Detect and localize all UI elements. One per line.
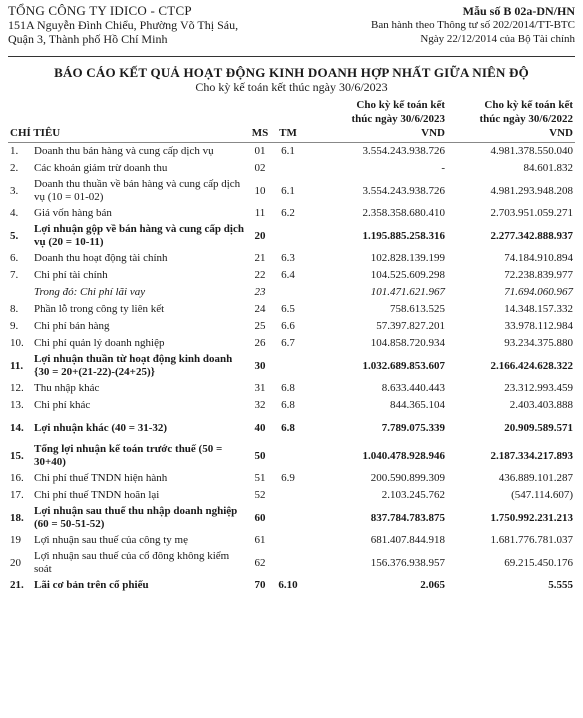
row-value-2023: 200.590.899.309 bbox=[370, 472, 446, 484]
row-value-2022: 33.978.112.984 bbox=[504, 320, 574, 332]
row-value-2023: 844.365.104 bbox=[390, 399, 446, 411]
row-ms: 23 bbox=[254, 286, 266, 298]
row-value-2022: 1.750.992.231.213 bbox=[490, 511, 574, 524]
row-value-2022: 5.555 bbox=[548, 579, 574, 591]
row-tm bbox=[274, 222, 302, 250]
table-row bbox=[8, 301, 575, 318]
row-ms: 50 bbox=[254, 449, 266, 462]
row-value-2022: 14.348.157.332 bbox=[504, 303, 574, 315]
row-value-2022: 71.694.060.967 bbox=[504, 286, 574, 298]
row-value-2022: 2.187.334.217.893 bbox=[490, 449, 574, 462]
row-item: Lợi nhuận sau thuế của cổ đông không kiểm soát bbox=[34, 550, 230, 575]
row-value-2023: 1.195.885.258.316 bbox=[362, 229, 446, 242]
row-item: Doanh thu bán hàng và cung cấp dịch vụ bbox=[32, 143, 246, 161]
row-tm: 6.6 bbox=[281, 320, 295, 332]
row-value-2023: 1.032.689.853.607 bbox=[362, 359, 446, 372]
row-ms: 25 bbox=[254, 320, 266, 332]
row-tm: 6.8 bbox=[281, 382, 295, 394]
row-ms: 30 bbox=[254, 359, 266, 372]
row-value-2023: 1.040.478.928.946 bbox=[362, 449, 446, 462]
row-tm bbox=[274, 532, 302, 549]
row-number: 16. bbox=[10, 472, 24, 484]
row-value-2022: 2.166.424.628.322 bbox=[490, 359, 574, 372]
row-number bbox=[8, 284, 32, 301]
row-number: 4. bbox=[10, 207, 19, 219]
row-number: 17. bbox=[10, 489, 24, 501]
row-item: Chi phí quản lý doanh nghiệp bbox=[34, 337, 165, 349]
row-tm bbox=[274, 352, 302, 380]
row-ms: 26 bbox=[254, 337, 266, 349]
row-tm bbox=[274, 442, 302, 470]
row-tm bbox=[274, 487, 302, 504]
row-tm: 6.1 bbox=[274, 143, 302, 161]
row-ms: 20 bbox=[254, 229, 266, 242]
row-tm: 6.8 bbox=[281, 421, 295, 434]
row-item: Tổng lợi nhuận kế toán trước thuế (50 = 30+40) bbox=[34, 443, 223, 468]
row-item: Lợi nhuận sau thuế thu nhập doanh nghiệp (60 = 50-51-52) bbox=[34, 505, 238, 530]
row-value-2022: 4.981.378.550.040 bbox=[447, 143, 575, 161]
row-value-2023: - bbox=[441, 162, 446, 174]
row-number: 18. bbox=[10, 511, 24, 524]
row-item: Doanh thu hoạt động tài chính bbox=[34, 252, 168, 264]
row-value-2022: 2.703.951.059.271 bbox=[490, 207, 574, 219]
row-number: 15. bbox=[10, 449, 24, 462]
col-header-2022-line1: Cho kỳ kế toán kết bbox=[484, 99, 574, 111]
row-ms: 22 bbox=[254, 269, 266, 281]
row-item: Chi phí khác bbox=[34, 399, 91, 411]
report-subtitle: Cho kỳ kế toán kết thúc ngày 30/6/2023 bbox=[195, 80, 388, 94]
row-ms: 70 bbox=[254, 579, 266, 591]
col-header-item: CHỈ TIÊU bbox=[10, 127, 61, 139]
row-tm bbox=[274, 504, 302, 532]
row-tm: 6.10 bbox=[278, 579, 298, 591]
row-tm: 6.4 bbox=[281, 269, 295, 281]
table-row bbox=[8, 177, 575, 205]
col-header-2023-unit: VND bbox=[421, 127, 446, 139]
col-header-2022-unit: VND bbox=[549, 127, 574, 139]
form-number: Mẫu số B 02a-DN/HN bbox=[462, 4, 575, 18]
row-number: 12. bbox=[10, 382, 24, 394]
table-row bbox=[8, 335, 575, 352]
row-value-2022: 20.909.589.571 bbox=[504, 421, 574, 434]
company-address-line2: Quận 3, Thành phố Hồ Chí Minh bbox=[8, 32, 168, 46]
row-value-2023: 681.407.844.918 bbox=[370, 534, 446, 546]
row-number: 14. bbox=[10, 421, 24, 434]
row-item: Lợi nhuận gộp về bán hàng và cung cấp dịch vụ (20 = 10-11) bbox=[34, 223, 244, 248]
row-value-2022: 4.981.293.948.208 bbox=[490, 184, 574, 197]
table-row bbox=[8, 532, 575, 549]
table-row bbox=[8, 397, 575, 414]
row-value-2023: 104.858.720.934 bbox=[370, 337, 446, 349]
row-value-2022: (547.114.607) bbox=[511, 489, 574, 501]
row-value-2023: 8.633.440.443 bbox=[381, 382, 446, 394]
row-ms: 24 bbox=[254, 303, 266, 315]
row-value-2022: 72.238.839.977 bbox=[504, 269, 574, 281]
table-row bbox=[8, 504, 575, 532]
row-ms: 02 bbox=[254, 162, 266, 174]
row-ms: 21 bbox=[254, 252, 266, 264]
table-row bbox=[8, 352, 575, 380]
table-row bbox=[8, 143, 575, 161]
row-number: 1. bbox=[8, 143, 32, 161]
row-ms: 52 bbox=[254, 489, 266, 501]
row-value-2023: 102.828.139.199 bbox=[370, 252, 446, 264]
row-ms: 40 bbox=[254, 421, 266, 434]
row-value-2022: 436.889.101.287 bbox=[498, 472, 574, 484]
row-tm: 6.3 bbox=[281, 252, 295, 264]
table-row bbox=[8, 160, 575, 177]
row-number: 11. bbox=[10, 359, 24, 372]
report-header bbox=[8, 4, 575, 46]
income-statement-table bbox=[8, 98, 575, 594]
row-ms: 11 bbox=[254, 207, 266, 219]
row-tm: 6.1 bbox=[281, 184, 295, 197]
row-ms: 01 bbox=[246, 143, 274, 161]
row-ms: 32 bbox=[254, 399, 266, 411]
row-item: Doanh thu thuần về bán hàng và cung cấp dịch vụ (10 = 01-02) bbox=[34, 178, 241, 203]
row-value-2023: 104.525.609.298 bbox=[370, 269, 446, 281]
col-header-2022-line2: thúc ngày 30/6/2022 bbox=[479, 113, 574, 125]
row-number: 6. bbox=[10, 252, 19, 264]
row-ms: 31 bbox=[254, 382, 266, 394]
row-number: 10. bbox=[10, 337, 24, 349]
row-value-2023: 3.554.243.938.726 bbox=[302, 143, 447, 161]
row-number: 8. bbox=[10, 303, 19, 315]
row-item: Chi phí thuế TNDN hoãn lại bbox=[34, 489, 160, 501]
row-number: 9. bbox=[10, 320, 19, 332]
row-value-2022: 84.601.832 bbox=[523, 162, 574, 174]
row-ms: 62 bbox=[254, 556, 266, 569]
row-value-2023: 3.554.243.938.726 bbox=[362, 184, 446, 197]
issued-line2: Ngày 22/12/2014 của Bộ Tài chính bbox=[420, 33, 575, 45]
row-ms: 61 bbox=[254, 534, 266, 546]
row-number: 3. bbox=[10, 184, 19, 197]
row-item: Lãi cơ bản trên cổ phiếu bbox=[34, 579, 149, 591]
row-value-2023: 837.784.783.875 bbox=[370, 511, 446, 524]
row-ms: 60 bbox=[254, 511, 266, 524]
col-header-period-2022 bbox=[447, 98, 575, 143]
col-header-period-2023 bbox=[302, 98, 447, 143]
header-divider bbox=[8, 56, 575, 57]
col-header-ms: MS bbox=[251, 127, 269, 139]
row-value-2023: 7.789.075.339 bbox=[381, 421, 446, 434]
table-row bbox=[8, 487, 575, 504]
row-item: Lợi nhuận khác (40 = 31-32) bbox=[34, 421, 168, 434]
table-row bbox=[8, 442, 575, 470]
col-header-2023-line2: thúc ngày 30/6/2023 bbox=[351, 113, 446, 125]
row-ms: 51 bbox=[254, 472, 266, 484]
row-value-2022: 23.312.993.459 bbox=[504, 382, 574, 394]
row-tm bbox=[274, 160, 302, 177]
row-value-2022: 2.277.342.888.937 bbox=[490, 229, 574, 242]
row-item: Chi phí bán hàng bbox=[34, 320, 110, 332]
row-item: Phần lỗ trong công ty liên kết bbox=[34, 303, 165, 315]
row-value-2022: 2.403.403.888 bbox=[509, 399, 574, 411]
row-ms: 10 bbox=[254, 184, 266, 197]
company-address-line1: 151A Nguyễn Đình Chiểu, Phường Võ Thị Sáu, bbox=[8, 18, 239, 32]
row-item: Chi phí thuế TNDN hiện hành bbox=[34, 472, 168, 484]
report-title: BÁO CÁO KẾT QUẢ HOẠT ĐỘNG KINH DOANH HỢP NHẤT GIỮA NIÊN ĐỘ bbox=[54, 65, 529, 80]
row-tm bbox=[274, 284, 302, 301]
row-item: Trong đó: Chi phí lãi vay bbox=[34, 286, 146, 298]
col-header-2023-line1: Cho kỳ kế toán kết bbox=[356, 99, 446, 111]
table-header-row bbox=[8, 98, 575, 143]
table-row bbox=[8, 267, 575, 284]
row-value-2023: 758.613.525 bbox=[390, 303, 446, 315]
row-tm bbox=[274, 549, 302, 577]
row-value-2023: 2.103.245.762 bbox=[381, 489, 446, 501]
table-row bbox=[8, 284, 575, 301]
row-item: Thu nhập khác bbox=[34, 382, 100, 394]
row-value-2023: 2.358.358.680.410 bbox=[362, 207, 446, 219]
form-block bbox=[371, 4, 575, 46]
row-value-2022: 69.215.450.176 bbox=[504, 556, 574, 569]
row-number: 13. bbox=[10, 399, 24, 411]
row-tm: 6.8 bbox=[281, 399, 295, 411]
row-item: Lợi nhuận thuần từ hoạt động kinh doanh {30 = 20+(21-22)-(24+25)} bbox=[34, 353, 233, 378]
row-item: Chi phí tài chính bbox=[34, 269, 108, 281]
row-value-2023: 2.065 bbox=[420, 579, 446, 591]
row-number: 5. bbox=[10, 229, 19, 242]
row-value-2023: 101.471.621.967 bbox=[370, 286, 446, 298]
company-name: TỔNG CÔNG TY IDICO - CTCP bbox=[8, 3, 192, 18]
row-number: 21. bbox=[10, 579, 24, 591]
row-item: Các khoản giảm trừ doanh thu bbox=[34, 162, 168, 174]
row-value-2023: 156.376.938.957 bbox=[370, 556, 446, 569]
table-row bbox=[8, 205, 575, 222]
table-row bbox=[8, 380, 575, 397]
row-tm: 6.5 bbox=[281, 303, 295, 315]
table-row bbox=[8, 222, 575, 250]
row-number: 20 bbox=[10, 556, 21, 569]
table-row bbox=[8, 577, 575, 594]
row-tm: 6.9 bbox=[281, 472, 295, 484]
row-value-2023: 57.397.827.201 bbox=[376, 320, 446, 332]
table-row bbox=[8, 549, 575, 577]
row-tm: 6.2 bbox=[281, 207, 295, 219]
row-number: 2. bbox=[10, 162, 19, 174]
row-value-2022: 93.234.375.880 bbox=[504, 337, 574, 349]
issued-line1: Ban hành theo Thông tư số 202/2014/TT-BTC bbox=[371, 19, 575, 31]
row-number: 7. bbox=[10, 269, 19, 281]
row-value-2022: 1.681.776.781.037 bbox=[490, 534, 574, 546]
table-row bbox=[8, 318, 575, 335]
table-row bbox=[8, 250, 575, 267]
row-value-2022: 74.184.910.894 bbox=[504, 252, 574, 264]
table-row bbox=[8, 414, 575, 442]
row-number: 19 bbox=[10, 534, 21, 546]
company-block bbox=[8, 4, 238, 46]
col-header-tm: TM bbox=[279, 127, 297, 139]
row-item: Giá vốn hàng bán bbox=[34, 207, 112, 219]
row-item: Lợi nhuận sau thuế của công ty mẹ bbox=[34, 534, 188, 546]
row-tm: 6.7 bbox=[281, 337, 295, 349]
table-row bbox=[8, 470, 575, 487]
